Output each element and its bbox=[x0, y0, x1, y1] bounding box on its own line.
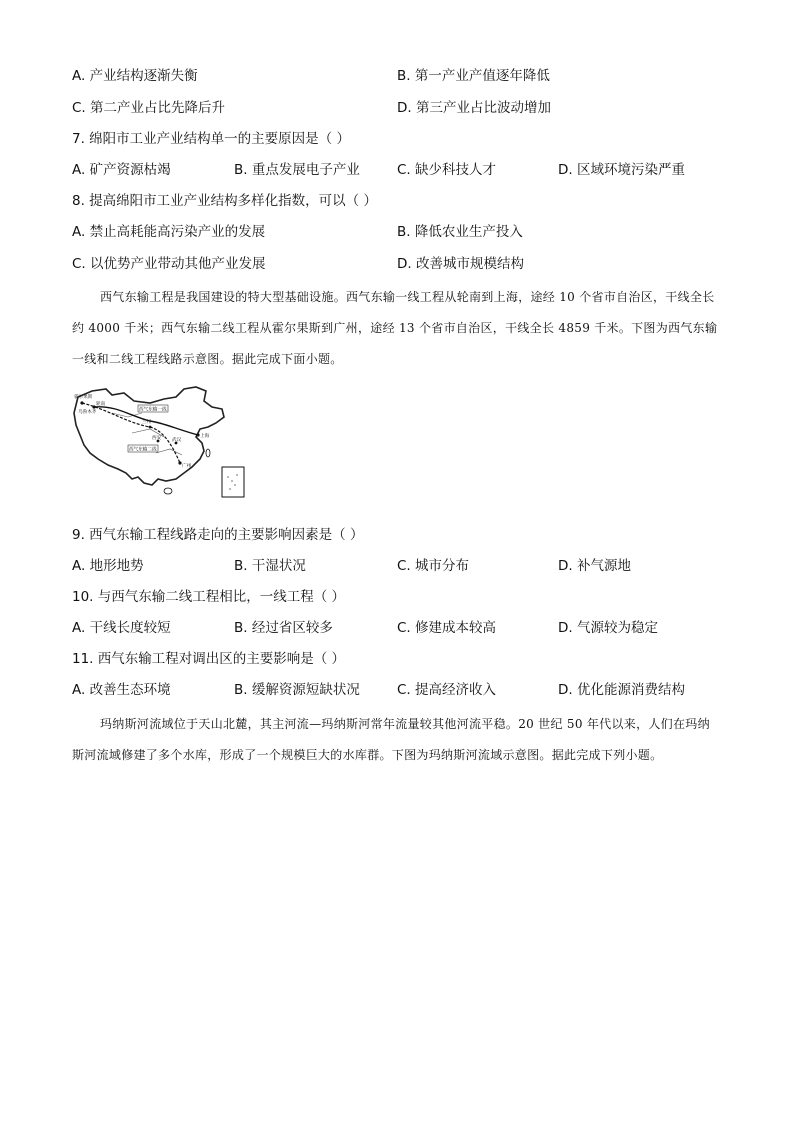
q6-option-a: A. 产业结构逐渐失衡 bbox=[72, 68, 198, 84]
map-label-xian: 西安 bbox=[152, 436, 162, 441]
q10-option-b: B. 经过省区较多 bbox=[234, 620, 333, 636]
q8-option-b: B. 降低农业生产投入 bbox=[397, 224, 523, 240]
q8-option-d: D. 改善城市规模结构 bbox=[397, 256, 524, 272]
q6-option-d: D. 第三产业占比波动增加 bbox=[397, 100, 551, 116]
q9-option-b: B. 干湿状况 bbox=[234, 558, 306, 574]
map-label-line-1: 西气东输一线 bbox=[139, 407, 167, 413]
q6-option-b: B. 第一产业产值逐年降低 bbox=[397, 68, 550, 84]
q7-option-c: C. 缺少科技人才 bbox=[397, 162, 497, 178]
passage-west-east-gas: 西气东输工程是我国建设的特大型基础设施。西气东输一线工程从轮南到上海，途经 10 个省市自治区，干线全长约 4000 千米；西气东输二线工程从霍尔果斯到广州，途经 13 个省市自治区，干线全长 4859 千米。下图为西气东输一线和二线工程线路示意图。据此完成下面小题。 bbox=[72, 290, 718, 366]
map-label-urumqi: 乌鲁木齐 bbox=[78, 410, 97, 415]
gas-pipeline-map bbox=[72, 383, 258, 505]
q9-stem: 9. 西气东输工程线路走向的主要影响因素是（ ） bbox=[72, 527, 364, 543]
q11-option-c: C. 提高经济收入 bbox=[397, 682, 497, 698]
q9-option-c: C. 城市分布 bbox=[397, 558, 470, 574]
q10-option-d: D. 气源较为稳定 bbox=[558, 620, 658, 636]
q10-option-c: C. 修建成本较高 bbox=[397, 620, 497, 636]
q9-option-a: A. 地形地势 bbox=[72, 558, 144, 574]
passage-manas-river: 玛纳斯河流域位于天山北麓，其主河流—玛纳斯河常年流量较其他河流平稳。20 世纪 50 年代以来，人们在玛纳斯河流域修建了多个水库，形成了一个规模巨大的水库群。下图为玛纳斯河流域示意图。据此完成下列小题。 bbox=[72, 717, 710, 762]
map-label-line-2: 西气东输二线 bbox=[129, 447, 157, 453]
map-label-shanghai: 上海 bbox=[200, 434, 210, 439]
q10-stem: 10. 与西气东输二线工程相比，一线工程（ ） bbox=[72, 589, 346, 605]
south-china-sea-inset bbox=[222, 467, 244, 497]
q11-option-d: D. 优化能源消费结构 bbox=[558, 682, 685, 698]
q9-option-d: D. 补气源地 bbox=[558, 558, 631, 574]
q8-option-c: C. 以优势产业带动其他产业发展 bbox=[72, 256, 266, 272]
q7-stem: 7. 绵阳市工业产业结构单一的主要原因是（ ） bbox=[72, 131, 350, 147]
q6-option-c: C. 第二产业占比先降后升 bbox=[72, 100, 226, 116]
q8-stem: 8. 提高绵阳市工业产业结构多样化指数，可以（ ） bbox=[72, 193, 377, 209]
map-label-guangzhou: 广州 bbox=[182, 464, 192, 469]
map-label-wuhan: 武汉 bbox=[172, 438, 182, 443]
map-label-lunnan: 轮南 bbox=[96, 402, 106, 407]
q7-option-a: A. 矿产资源枯竭 bbox=[72, 162, 171, 178]
q10-option-a: A. 干线长度较短 bbox=[72, 620, 171, 636]
q11-option-a: A. 改善生态环境 bbox=[72, 682, 171, 698]
q7-option-b: B. 重点发展电子产业 bbox=[234, 162, 360, 178]
q11-option-b: B. 缓解资源短缺状况 bbox=[234, 682, 360, 698]
q7-option-d: D. 区域环境污染严重 bbox=[558, 162, 685, 178]
q11-stem: 11. 西气东输工程对调出区的主要影响是（ ） bbox=[72, 651, 346, 667]
q8-option-a: A. 禁止高耗能高污染产业的发展 bbox=[72, 224, 266, 240]
map-label-lanzhou: 兰州 bbox=[142, 420, 152, 425]
map-label-khorgos: 霍尔果斯 bbox=[74, 395, 93, 400]
